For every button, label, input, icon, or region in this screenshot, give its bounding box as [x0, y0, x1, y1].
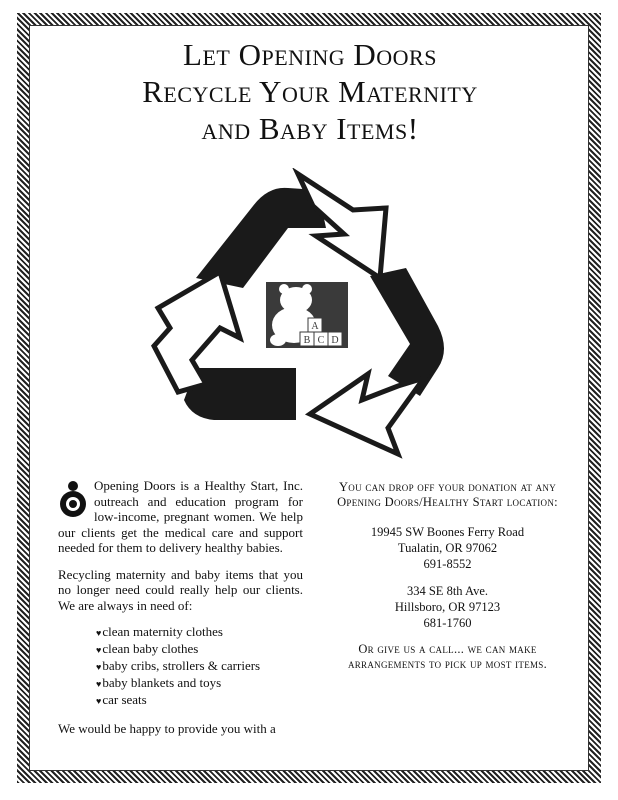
block-c: C: [317, 335, 325, 346]
needs-list-item: ♥ car seats: [96, 692, 303, 709]
address-city: Tualatin, OR 97062: [397, 541, 498, 555]
title-line-3: and Baby Items!: [201, 111, 419, 146]
address-street: 334 SE 8th Ave.: [406, 584, 489, 598]
title-line-1: Let Opening Doors: [183, 37, 437, 72]
needs-list-item: ♥ clean baby clothes: [96, 641, 303, 658]
opening-doors-logo-icon: [58, 480, 88, 518]
closing-text: We would be happy to provide you with a: [58, 721, 276, 736]
title-line-2: Recycle Your Maternity: [142, 74, 478, 109]
location-tualatin: [330, 524, 565, 572]
teddy-bear-abc-blocks-icon: [266, 282, 348, 348]
address-phone: 691-8552: [423, 557, 472, 571]
needs-list-item: ♥ clean maternity clothes: [96, 624, 303, 641]
needs-list-item: ♥ baby cribs, strollers & carriers: [96, 658, 303, 675]
address-city: Hillsboro, OR 97123: [394, 600, 501, 614]
dropoff-heading: You can drop off your donation at any Opening Doors/Healthy Start location:: [337, 480, 558, 509]
recycle-arrows-icon: [148, 168, 468, 468]
block-d: D: [331, 335, 339, 346]
location-hillsboro: [330, 583, 565, 631]
intro-paragraph: Opening Doors is a Healthy Start, Inc. outreach and education program for low-income, pregnant women. We help our clients get the medical care and support needed for them to delivery healthy babies.: [58, 478, 303, 555]
dropoff-info: [330, 480, 565, 686]
needs-list: [96, 624, 303, 709]
recycle-arrow-right: [370, 268, 444, 396]
recycle-arrow-right-head: [310, 374, 424, 454]
address-street: 19945 SW Boones Ferry Road: [370, 525, 525, 539]
flyer-title: [40, 36, 580, 147]
program-description: [58, 478, 303, 748]
address-phone: 681-1760: [423, 616, 472, 630]
call-us-text: Or give us a call... we can make arrangements to pick up most items.: [347, 642, 548, 671]
block-b: B: [303, 335, 311, 346]
block-a: A: [311, 321, 319, 332]
recycling-paragraph: Recycling maternity and baby items that you no longer need could really help our clients. We are always in need of:: [58, 566, 303, 613]
needs-list-item: ♥ baby blankets and toys: [96, 675, 303, 692]
